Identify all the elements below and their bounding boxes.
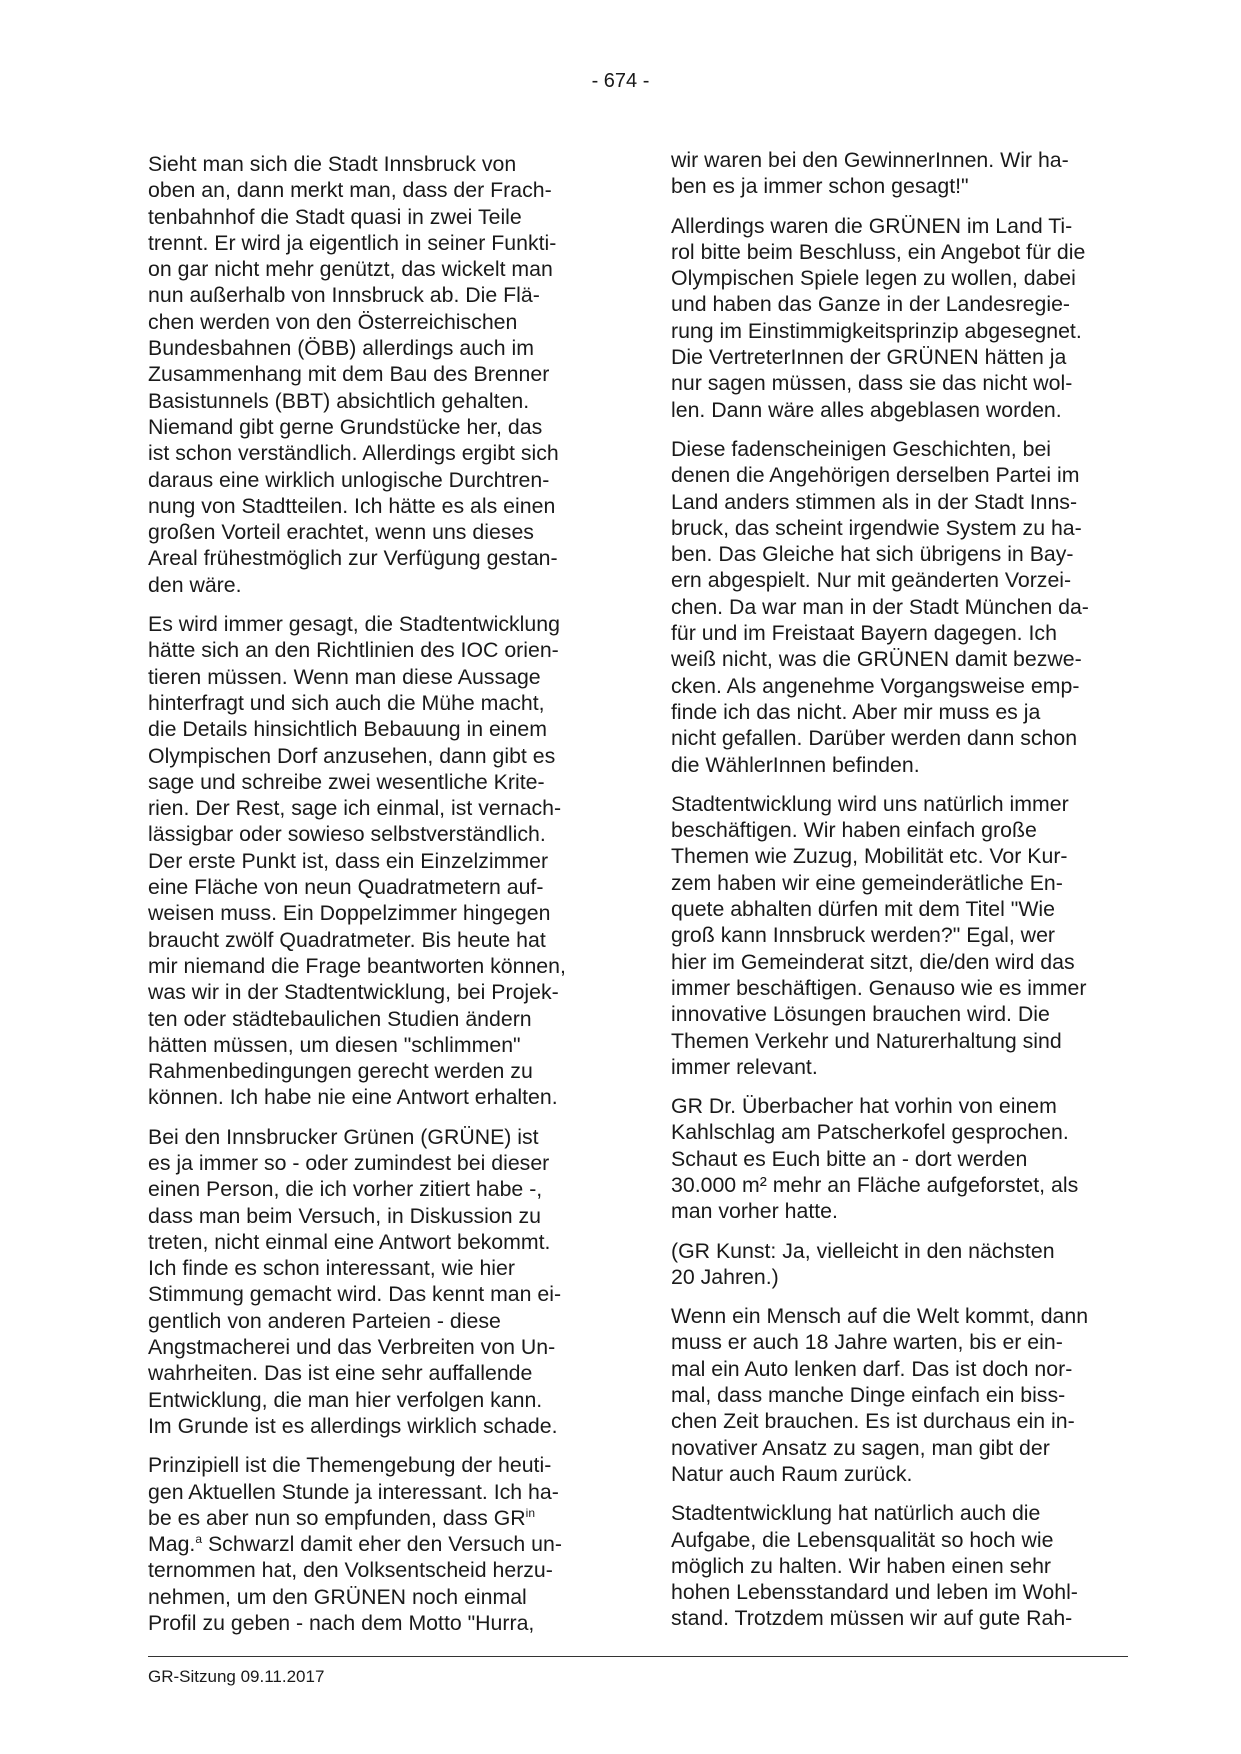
text-line: trennt. Er wird ja eigentlich in seiner Funkti- [148,230,557,255]
text-line: Bundesbahnen (ÖBB) allerdings auch im [148,336,534,361]
text-line: sage und schreibe zwei wesentliche Krite- [148,769,545,794]
paragraph [671,1500,1131,1631]
text-line: eine Fläche von neun Quadratmetern auf- [148,875,544,900]
paragraph [671,213,1131,423]
text-line: Basistunnels (BBT) absichtlich gehalten. [148,388,530,413]
text-line: Prinzipiell ist die Themengebung der heuti- [148,1453,552,1478]
text-line: was wir in der Stadtentwicklung, bei Projek- [148,980,559,1005]
paragraph [148,151,603,598]
text-line: hier im Gemeinderat sitzt, die/den wird das [671,949,1075,974]
text-line: Natur auch Raum zurück. [671,1461,913,1486]
text-line: 20 Jahren.) [671,1264,779,1289]
text-line: Land anders stimmen als in der Stadt Inns- [671,489,1078,514]
text-line: quete abhalten dürfen mit dem Titel "Wie [671,897,1056,922]
text-line: tieren müssen. Wenn man diese Aussage [148,664,541,689]
text-line: Es wird immer gesagt, die Stadtentwicklung [148,612,560,637]
text-line: mal, dass manche Dinge einfach ein biss- [671,1383,1066,1408]
text-line [148,1531,603,1557]
text-line: daraus eine wirklich unlogische Durchtren- [148,467,550,492]
text-line: Themen Verkehr und Naturerhaltung sind [671,1028,1062,1053]
text-line: 30.000 m² mehr an Fläche aufgeforstet, als [671,1172,1079,1197]
text-line: treten, nicht einmal eine Antwort bekommt. [148,1229,551,1254]
text-line: Olympischen Dorf anzusehen, dann gibt es [148,743,556,768]
text-line: oben an, dann merkt man, dass der Frach- [148,178,552,203]
text-line: Kahlschlag am Patscherkofel gesprochen. [671,1120,1069,1145]
text-line: Die VertreterInnen der GRÜNEN hätten ja [671,345,1067,370]
text-line: Profil zu geben - nach dem Motto "Hurra, [148,1611,535,1636]
text-line: ist schon verständlich. Allerdings ergibt sich [148,441,559,466]
text-line: können. Ich habe nie eine Antwort erhalten. [148,1085,558,1110]
text-line: cken. Als angenehme Vorgangsweise emp- [671,673,1080,698]
text-line: Sieht man sich die Stadt Innsbruck von [148,152,517,176]
text-line: dass man beim Versuch, in Diskussion zu [148,1203,541,1228]
text-line: weisen muss. Ein Doppelzimmer hingegen [148,901,551,926]
text-line: Rahmenbedingungen gerecht werden zu [148,1059,533,1084]
text-line: lässigbar oder sowieso selbstverständlich. [148,822,546,847]
text-segment: Mag. [148,1532,196,1557]
text-line: chen werden von den Österreichischen [148,309,518,334]
text-line: Im Grunde ist es allerdings wirklich schade. [148,1413,558,1438]
text-line: immer relevant. [671,1054,818,1079]
paragraph [671,1093,1131,1224]
text-line: die WählerInnen befinden. [671,752,920,777]
text-line: rung im Einstimmigkeitsprinzip abgesegnet. [671,318,1082,343]
text-line: Aufgabe, die Lebensqualität so hoch wie [671,1527,1054,1552]
text-line: hohen Lebensstandard und leben im Wohl- [671,1580,1078,1605]
text-line: Areal frühestmöglich zur Verfügung gestan- [148,546,558,571]
paragraph [671,147,1131,200]
paragraph [148,1452,603,1636]
text-line: ben es ja immer schon gesagt!" [671,174,969,199]
text-line: beschäftigen. Wir haben einfach große [671,818,1037,843]
text-line: hätten müssen, um diesen "schlimmen" [148,1032,521,1057]
left-column [148,151,603,1649]
text-line: (GR Kunst: Ja, vielleicht in den nächsten [671,1238,1055,1263]
page-number: - 674 - [591,70,650,92]
text-line [148,1505,603,1531]
text-line: Bei den Innsbrucker Grünen (GRÜNE) ist [148,1124,539,1149]
text-line: Schaut es Euch bitte an - dort werden [671,1146,1028,1171]
text-line: rien. Der Rest, sage ich einmal, ist vernach- [148,796,562,821]
text-line: Themen wie Zuzug, Mobilität etc. Vor Kur- [671,844,1068,869]
text-line: es ja immer so - oder zumindest bei dieser [148,1150,550,1175]
text-line: ten oder städtebaulichen Studien ändern [148,1006,532,1031]
text-line: groß kann Innsbruck werden?" Egal, wer [671,923,1055,948]
text-line: wahrheiten. Das ist eine sehr auffallende [148,1361,533,1386]
text-line: Stimmung gemacht wird. Das kennt man ei- [148,1282,562,1307]
superscript: a [195,1532,203,1547]
text-line: tenbahnhof die Stadt quasi in zwei Teile [148,204,522,229]
right-column [671,147,1131,1645]
text-line: gentlich von anderen Parteien - diese [148,1308,501,1333]
text-line: nur sagen müssen, dass sie das nicht wol- [671,371,1073,396]
text-line: großen Vorteil erachtet, wenn uns dieses [148,520,534,545]
text-line: hätte sich an den Richtlinien des IOC orien- [148,638,559,663]
text-line: Entwicklung, die man hier verfolgen kann. [148,1387,543,1412]
paragraph [671,1238,1131,1291]
text-line: chen Zeit brauchen. Es ist durchaus ein in- [671,1409,1075,1434]
text-line: ternommen hat, den Volksentscheid herzu- [148,1558,553,1583]
text-line: einen Person, die ich vorher zitiert habe -, [148,1177,543,1202]
text-line: gen Aktuellen Stunde ja interessant. Ich ha- [148,1479,559,1504]
text-line: mal ein Auto lenken darf. Das ist doch nor- [671,1356,1073,1381]
text-segment: be es aber nun so empfunden, dass GR [148,1505,526,1530]
text-line: die Details hinsichtlich Bebauung in einem [148,717,547,742]
text-line: möglich zu halten. Wir haben einen sehr [671,1553,1052,1578]
paragraph [148,611,603,1111]
text-line: braucht zwölf Quadratmeter. Bis heute hat [148,927,546,952]
text-line: man vorher hatte. [671,1199,838,1224]
text-line: ben. Das Gleiche hat sich übrigens in Bay- [671,542,1074,567]
paragraph [148,1124,603,1440]
text-line: muss er auch 18 Jahre warten, bis er ein- [671,1330,1063,1355]
text-line: immer beschäftigen. Genauso wie es immer [671,975,1087,1000]
text-line: Der erste Punkt ist, dass ein Einzelzimmer [148,848,549,873]
text-line: hinterfragt und sich auch die Mühe macht, [148,690,545,715]
text-line: Niemand gibt gerne Grundstücke her, das [148,414,543,439]
text-line: Stadtentwicklung hat natürlich auch die [671,1501,1041,1526]
text-line: wir waren bei den GewinnerInnen. Wir ha- [671,148,1069,172]
text-line: innovative Lösungen brauchen wird. Die [671,1002,1050,1027]
text-line: ern abgespielt. Nur mit geänderten Vorzei- [671,568,1072,593]
text-line: Zusammenhang mit dem Bau des Brenner [148,362,550,387]
paragraph [671,436,1131,778]
text-line: für und im Freistaat Bayern dagegen. Ich [671,621,1057,646]
text-line: denen die Angehörigen derselben Partei im [671,463,1080,488]
text-line: den wäre. [148,572,242,597]
text-line: on gar nicht mehr genützt, das wickelt man [148,257,553,282]
text-line: rol bitte beim Beschluss, ein Angebot für die [671,239,1086,264]
text-line: Wenn ein Mensch auf die Welt kommt, dann [671,1304,1089,1329]
text-line: weiß nicht, was die GRÜNEN damit bezwe- [671,647,1082,672]
text-line: len. Dann wäre alles abgeblasen worden. [671,397,1062,422]
text-line: nung von Stadtteilen. Ich hätte es als einen [148,493,556,518]
text-line: GR Dr. Überbacher hat vorhin von einem [671,1094,1057,1119]
text-line: Diese fadenscheinigen Geschichten, bei [671,436,1052,461]
text-line: zem haben wir eine gemeinderätliche En- [671,870,1063,895]
superscript: in [525,1505,536,1520]
text-line: novativer Ansatz zu sagen, man gibt der [671,1435,1050,1460]
text-line: nicht gefallen. Darüber werden dann schon [671,726,1078,751]
text-line: stand. Trotzdem müssen wir auf gute Rah- [671,1606,1073,1631]
text-line: Stadtentwicklung wird uns natürlich immer [671,791,1069,816]
text-line: chen. Da war man in der Stadt München da- [671,594,1089,619]
text-line: und haben das Ganze in der Landesregie- [671,292,1071,317]
text-line: Ich finde es schon interessant, wie hier [148,1256,515,1281]
text-line: nehmen, um den GRÜNEN noch einmal [148,1584,527,1609]
text-line: mir niemand die Frage beantworten können, [148,953,566,978]
text-line: Olympischen Spiele legen zu wollen, dabei [671,266,1076,291]
text-line: Angstmacherei und das Verbreiten von Un- [148,1335,556,1360]
footer-divider [148,1656,1128,1657]
text-line: bruck, das scheint irgendwie System zu ha- [671,515,1082,540]
paragraph [671,791,1131,1080]
text-line: finde ich das nicht. Aber mir muss es ja [671,699,1041,724]
text-line: Allerdings waren die GRÜNEN im Land Ti- [671,213,1073,238]
text-segment: Schwarzl damit eher den Versuch un- [202,1532,562,1557]
text-line: nun außerhalb von Innsbruck ab. Die Flä- [148,283,540,308]
paragraph [671,1303,1131,1487]
footer-session-date: GR-Sitzung 09.11.2017 [148,1667,325,1686]
